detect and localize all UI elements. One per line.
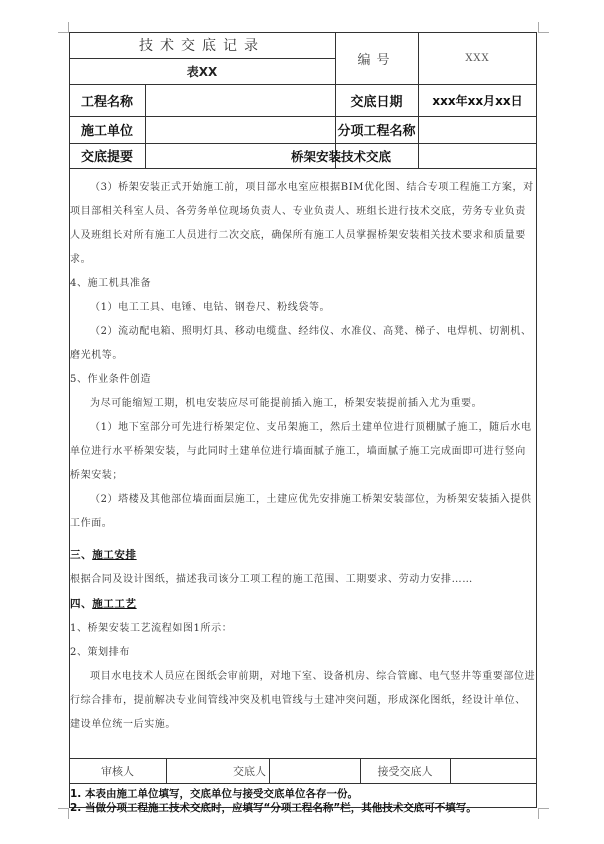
summary-label: 交底提要: [80, 150, 133, 165]
section-4-heading: 4、施工机具准备: [70, 278, 152, 289]
discloser-text: 交底人: [233, 764, 266, 778]
paragraph-tower: （2）塔楼及其他部位墙面面层施工，土建应优先安排施工桥架安装部位，为桥架安装插入提供工作面。: [70, 494, 532, 529]
paragraph-planning-heading: 2、策划排布: [70, 647, 130, 658]
paragraph-planning: 项目水电技术人员应在图纸会审前期，对地下室、设备机房、综合管廊、电气竖井等重要部位进行综合排布，提前解决专业间管线冲突及机电管线与土建冲突问题，形成深化图纸，经设计单位、建设单位统一后实施。: [70, 671, 536, 730]
paragraph-flow: 1、桥架安装工艺流程如图1所示：: [70, 623, 233, 634]
date-label: 交底日期: [350, 94, 403, 110]
section-4-title-heading: [70, 592, 536, 617]
row-line-4: [69, 168, 537, 169]
row-line-6: [69, 783, 537, 784]
paragraph-briefing: （3）桥架安装正式开始施工前，项目部水电室应根据BIM优化图、结合专项工程施工方案，对项目部相关科室人员、各劳务单位现场负责人、专业负责人、班组长进行技术交底，劳务专业负责人及班组长对所有施工人员进行二次交底，确保所有施工人员掌握桥架安装相关技术要求和质量要求。: [70, 182, 534, 265]
project-name-label: 工程名称: [80, 94, 133, 110]
paragraph-basement: （1）地下室部分可先进行桥架定位、支吊架施工，然后土建单位进行顶棚腻子施工，随后水电单位进行水平桥架安装，与此同时土建单位进行墙面腻子施工，墙面腻子施工完成面即可进行竖向桥架安装；: [70, 422, 532, 481]
section-3-title: 施工安排: [92, 549, 137, 561]
section-5-heading: 5、作业条件创造: [70, 374, 152, 385]
subitem-name-field[interactable]: [418, 116, 537, 143]
project-name-field[interactable]: [145, 84, 335, 116]
number-label: 编号: [357, 52, 396, 68]
section-3-number: 三、: [70, 549, 93, 561]
construction-unit-field[interactable]: [145, 116, 335, 143]
paragraph-tools-2: （2）流动配电箱、照明灯具、移动电缆盘、经纬仪、水准仪、高凳、梯子、电焊机、切割机、磨光机等。: [70, 326, 532, 361]
disclosure-body-2: [70, 543, 536, 737]
crop-mark-bottom-right: [538, 808, 549, 819]
number-value[interactable]: XXX: [465, 52, 490, 64]
section-4-title: 施工工艺: [92, 598, 137, 610]
subitem-name-label: 分项工程名称: [337, 124, 416, 139]
paragraph-arrangement: 根据合同及设计图纸，描述我司该分工项工程的施工范围、工期要求、劳动力安排……: [70, 574, 473, 585]
section-4-number: 四、: [70, 598, 93, 610]
summary-field[interactable]: 桥架安装技术交底: [290, 148, 391, 164]
disclosure-body: [70, 176, 536, 536]
crop-mark-top-right: [538, 22, 549, 33]
receiver-label: 接受交底人: [377, 764, 433, 778]
discloser-label: [233, 758, 360, 783]
crop-mark-top-left: [58, 22, 69, 33]
paragraph-conditions: 为尽可能缩短工期，机电安装应尽可能提前插入施工，桥架安装提前插入尤为重要。: [90, 398, 483, 409]
paragraph-tools-1: （1）电工工具、电锤、电钻、钢卷尺、粉线袋等。: [90, 302, 331, 313]
construction-unit-label: 施工单位: [80, 124, 133, 139]
reviewer-label: 审核人: [101, 764, 134, 778]
section-3-heading: [70, 543, 536, 568]
date-field[interactable]: xxx年xx月xx日: [432, 93, 523, 108]
form-title: 技术交底记录: [139, 38, 265, 54]
crop-mark-bottom-left: [58, 808, 69, 819]
receiver-signature[interactable]: [450, 758, 537, 783]
table-number: 表XX: [186, 64, 218, 79]
note-1: 1. 本表由施工单位填写，交底单位与接受交底单位各存一份。: [70, 788, 358, 800]
note-2: 2. 当做分项工程施工技术交底时，应填写“分项工程名称”栏，其他技术交底可不填写。: [70, 802, 477, 814]
